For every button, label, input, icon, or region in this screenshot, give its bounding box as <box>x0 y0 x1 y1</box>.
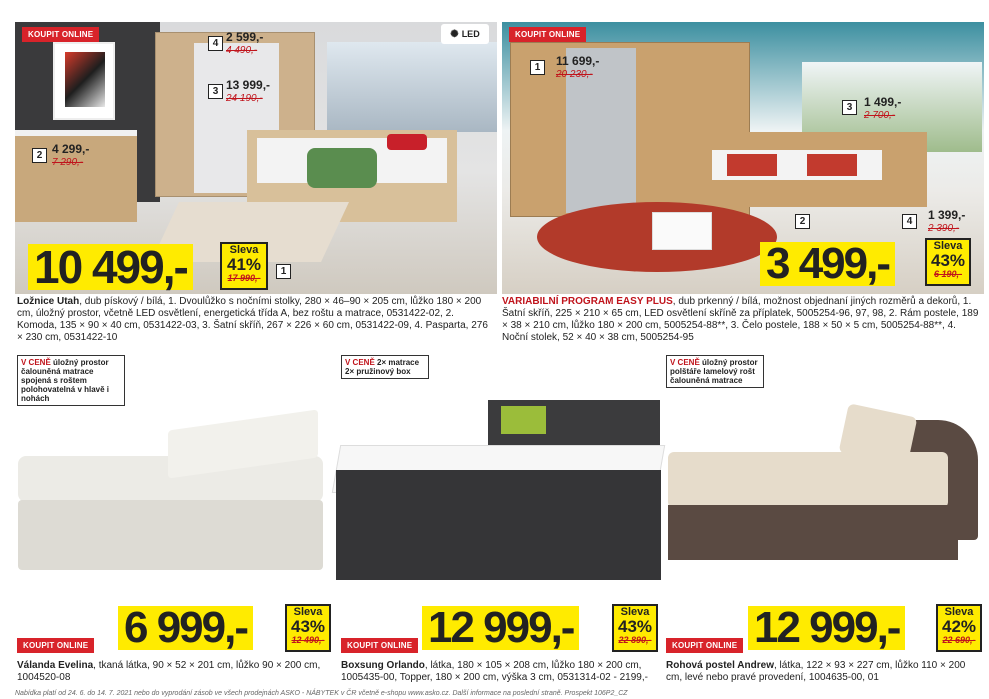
easy-buy-online-badge[interactable]: KOUPIT ONLINE <box>509 27 586 42</box>
utah-main-price: 10 499,- <box>28 244 193 290</box>
boxsung-description: Boxsung Orlando, látka, 180 × 105 × 208 cm, lůžko 180 × 200 cm, 1005435-00, Topper, 180 × 200 cm, výška 3 cm, 0531314-02 - 2199,- <box>341 660 648 683</box>
valanda-description: Válanda Evelina, tkaná látka, 90 × 52 × 201 cm, lůžko 90 × 200 cm, 1004520-08 <box>17 660 321 683</box>
valanda-sofa-image <box>18 420 330 580</box>
city-window <box>327 42 497 132</box>
easy-item-3-price: 1 499,- 2 700,- <box>864 95 902 121</box>
andrew-description: Rohová postel Andrew, látka, 122 × 93 × 227 cm, lůžko 110 × 200 cm, levé nebo pravé provedení, 1004635-00, 01 <box>666 660 966 683</box>
boxsung-discount-badge: Sleva 43% 22 890,- <box>612 604 658 652</box>
wall-artwork <box>53 42 115 120</box>
utah-item-num-1: 1 <box>276 264 291 279</box>
easy-item-num-1: 1 <box>530 60 545 75</box>
andrew-buy-online-badge[interactable]: KOUPIT ONLINE <box>666 638 743 653</box>
utah-description: Ložnice Utah, dub pískový / bílá, 1. Dvoulůžko s nočními stolky, 280 × 46–90 × 205 cm, lůžko 180 × 200 cm, úložný prostor, včetně LED osvětlení, energetická třída A, bez roštu a matrace, 0531422-02, 2. Komoda, 135 × 90 × 40 cm, 0531422-03, 3. Šatní skříň, 267 × 226 × 60 cm, 0531422-09, 4. Pasparta, 276 × 230 cm, 0531422-10 <box>17 296 488 343</box>
valanda-included-box: V CENĚ úložný prostor čalouněná matrace spojená s roštem polohovatelná v hlavě i nohách <box>17 355 125 406</box>
utah-buy-online-badge[interactable]: KOUPIT ONLINE <box>22 27 99 42</box>
boxsung-buy-online-badge[interactable]: KOUPIT ONLINE <box>341 638 418 653</box>
utah-item-num-2: 2 <box>32 148 47 163</box>
valanda-buy-online-badge[interactable]: KOUPIT ONLINE <box>17 638 94 653</box>
utah-item-num-3: 3 <box>208 84 223 99</box>
easy-item-num-2: 2 <box>795 214 810 229</box>
easy-item-1-price: 11 699,- 20 230,- <box>556 54 600 80</box>
utah-discount-badge: Sleva 41% 17 990,- <box>220 242 268 290</box>
led-label: LED <box>461 29 480 39</box>
easy-item-num-4: 4 <box>902 214 917 229</box>
utah-item-4-price: 2 599,- 4 490,- <box>226 30 264 56</box>
boxsung-included-box: V CENĚ 2× matrace 2× pružinový box <box>341 355 429 379</box>
easy-item-num-3: 3 <box>842 100 857 115</box>
easy-description: VARIABILNÍ PROGRAM EASY PLUS, dub prkenný / bílá, možnost objednaní jiných rozměrů a dekorů, 1. Šatní skříň, 225 × 210 × 65 cm, LED osvětlení skříně za příplatek, 5005254-96, 97, 98, 2. Rám postele, 189 × 38 × 210 cm, lůžko 180 × 200 cm, 5005254-88**, 3. Čelo postele, 188 × 50 × 5 cm, 5005254-88**, 4. Noční stolek, 52 × 40 × 38 cm, 5005254-95 <box>502 296 979 343</box>
footer-note: Nabídka platí od 24. 6. do 14. 7. 2021 nebo do vyprodání zásob ve všech prodejnách ASKO - NÁBYTEK v ČR včetně e-shopu www.asko.cz. Další informace na poslední straně. Prospekt 106P2_CZ <box>15 690 628 697</box>
andrew-price: 12 999,- <box>748 606 905 650</box>
white-table <box>652 212 712 250</box>
easy-discount-badge: Sleva 43% 6 190,- <box>925 238 971 286</box>
valanda-price: 6 999,- <box>118 606 253 650</box>
easy-bed <box>697 132 927 207</box>
valanda-discount-badge: Sleva 43% 12 490,- <box>285 604 331 652</box>
boxsung-bed-image <box>336 400 661 585</box>
easy-item-4-price: 1 399,- 2 390,- <box>928 208 966 234</box>
andrew-corner-bed-image <box>668 410 986 570</box>
andrew-included-box: V CENĚ úložný prostor polštáře lamelový rošt čalouněná matrace <box>666 355 764 388</box>
easy-main-price: 3 499,- <box>760 242 895 286</box>
utah-item-2-price: 4 299,- 7 290,- <box>52 142 90 168</box>
boxsung-price: 12 999,- <box>422 606 579 650</box>
utah-item-3-price: 13 999,- 24 190,- <box>226 78 271 104</box>
led-badge <box>441 24 489 44</box>
utah-item-num-4: 4 <box>208 36 223 51</box>
bulb-icon: ✺ <box>450 28 459 40</box>
andrew-discount-badge: Sleva 42% 22 690,- <box>936 604 982 652</box>
